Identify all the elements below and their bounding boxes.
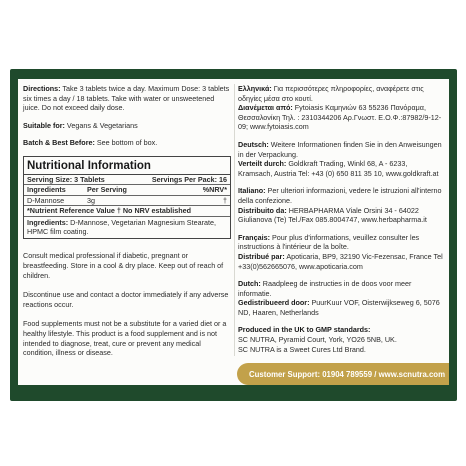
consult-warning: Consult medical professional if diabetic, pregnant or breastfeeding. Store in a cool & dry place. Keep out of reach of children. bbox=[23, 251, 224, 280]
nutrition-title: Nutritional Information bbox=[24, 157, 230, 175]
dutch-info: Dutch: Raadpleeg de instructies in de doos voor meer informatie. bbox=[238, 279, 412, 298]
nutrition-data-row: D-Mannose 3g † bbox=[24, 196, 230, 206]
francais-info: Français: Pour plus d'informations, veuillez consulter les instructions à l'intérieur de la boîte. bbox=[238, 232, 420, 252]
italiano-info: Italiano: Per ulteriori informazioni, vedere le istruzioni all'interno della confezione. bbox=[238, 186, 442, 205]
left-column bbox=[23, 84, 231, 358]
suitable-for: Suitable for: Vegans & Vegetarians bbox=[23, 120, 138, 130]
column-divider bbox=[234, 84, 235, 356]
italiano-distributor: Distribuito da: HERBAPHARMA Viale Orsini 34 - 64022 Giulianova (Te) Tel./Fax 085.8004747, www.herbapharma.it bbox=[238, 205, 427, 225]
deutsch-info: Deutsch: Weitere Informationen finden Sie in den Anweisungen in der Verpackung. bbox=[238, 139, 442, 159]
supplement-disclaimer: Food supplements must not be a substitute for a varied diet or a healthy lifestyle. This product is a food supplement and is not intended to diagnose, treat, cure or prevent any medical condition, illness or disease. bbox=[23, 319, 227, 358]
dutch-distributor: Gedistribueerd door: PuurKuur VOF, Oisterwijkseweg 6, 5076 ND, Haaren, Netherlands bbox=[238, 298, 440, 317]
directions: Directions: Take 3 tablets twice a day. Maximum Dose: 3 tablets six times a day / 18 tablets. Take with water or unsweetened juice. Do not exceed daily dose. bbox=[23, 84, 230, 113]
customer-support-text: Customer Support: 01904 789559 / www.scnutra.com bbox=[249, 369, 445, 379]
customer-support-bar bbox=[237, 363, 449, 385]
greek-info: Ελληνικά: Για περισσότερες πληροφορίες, αναφέρετε στις οδηγίες μέσα στο κουτί. bbox=[238, 84, 424, 103]
nutrition-table bbox=[23, 156, 231, 239]
brand-statement: SC NUTRA is a Sweet Cures Ltd Brand. bbox=[238, 344, 366, 354]
greek-distributor: Διανέμεται από: Fytoiasis Καμηνιών 63 55236 Πανόραμα, Θεσσαλονίκη Τηλ. : 2310344206 Αρ.Γνωστ. Ε.Ο.Φ.:87982/9-12-09; www.fytoiasis.com bbox=[238, 103, 442, 132]
batch-best-before: Batch & Best Before: See bottom of box. bbox=[23, 138, 158, 148]
nutrition-header-row: Ingredients Per Serving %NRV* bbox=[24, 185, 230, 195]
deutsch-distributor: Verteilt durch: Goldkraft Trading, Winkl 68, A - 6233, Kramsach, Austria Tel: +43 (0) 650 811 35 10, www.goldkraft.at bbox=[238, 159, 439, 178]
discontinue-warning: Discontinue use and contact a doctor immediately if any adverse reactions occur. bbox=[23, 290, 229, 309]
francais-distributor: Distribué par: Apoticaria, BP9, 32190 Vic-Fezensac, France Tel +33(0)562665076, www.apoticaria.com bbox=[238, 251, 443, 271]
nutrition-serving-row: Serving Size: 3 Tablets Servings Per Pack: 16 bbox=[24, 175, 230, 185]
manufacturer-address: SC NUTRA, Pyramid Court, York, YO26 5NB, UK. bbox=[238, 335, 397, 345]
right-column bbox=[238, 84, 443, 354]
nrv-note: *Nutrient Reference Value † No NRV established bbox=[24, 206, 230, 216]
produced-in-uk: Produced in the UK to GMP standards: bbox=[238, 325, 371, 335]
ingredients-text: Ingredients: D-Mannose, Vegetarian Magnesium Stearate, HPMC film coating. bbox=[27, 217, 216, 236]
